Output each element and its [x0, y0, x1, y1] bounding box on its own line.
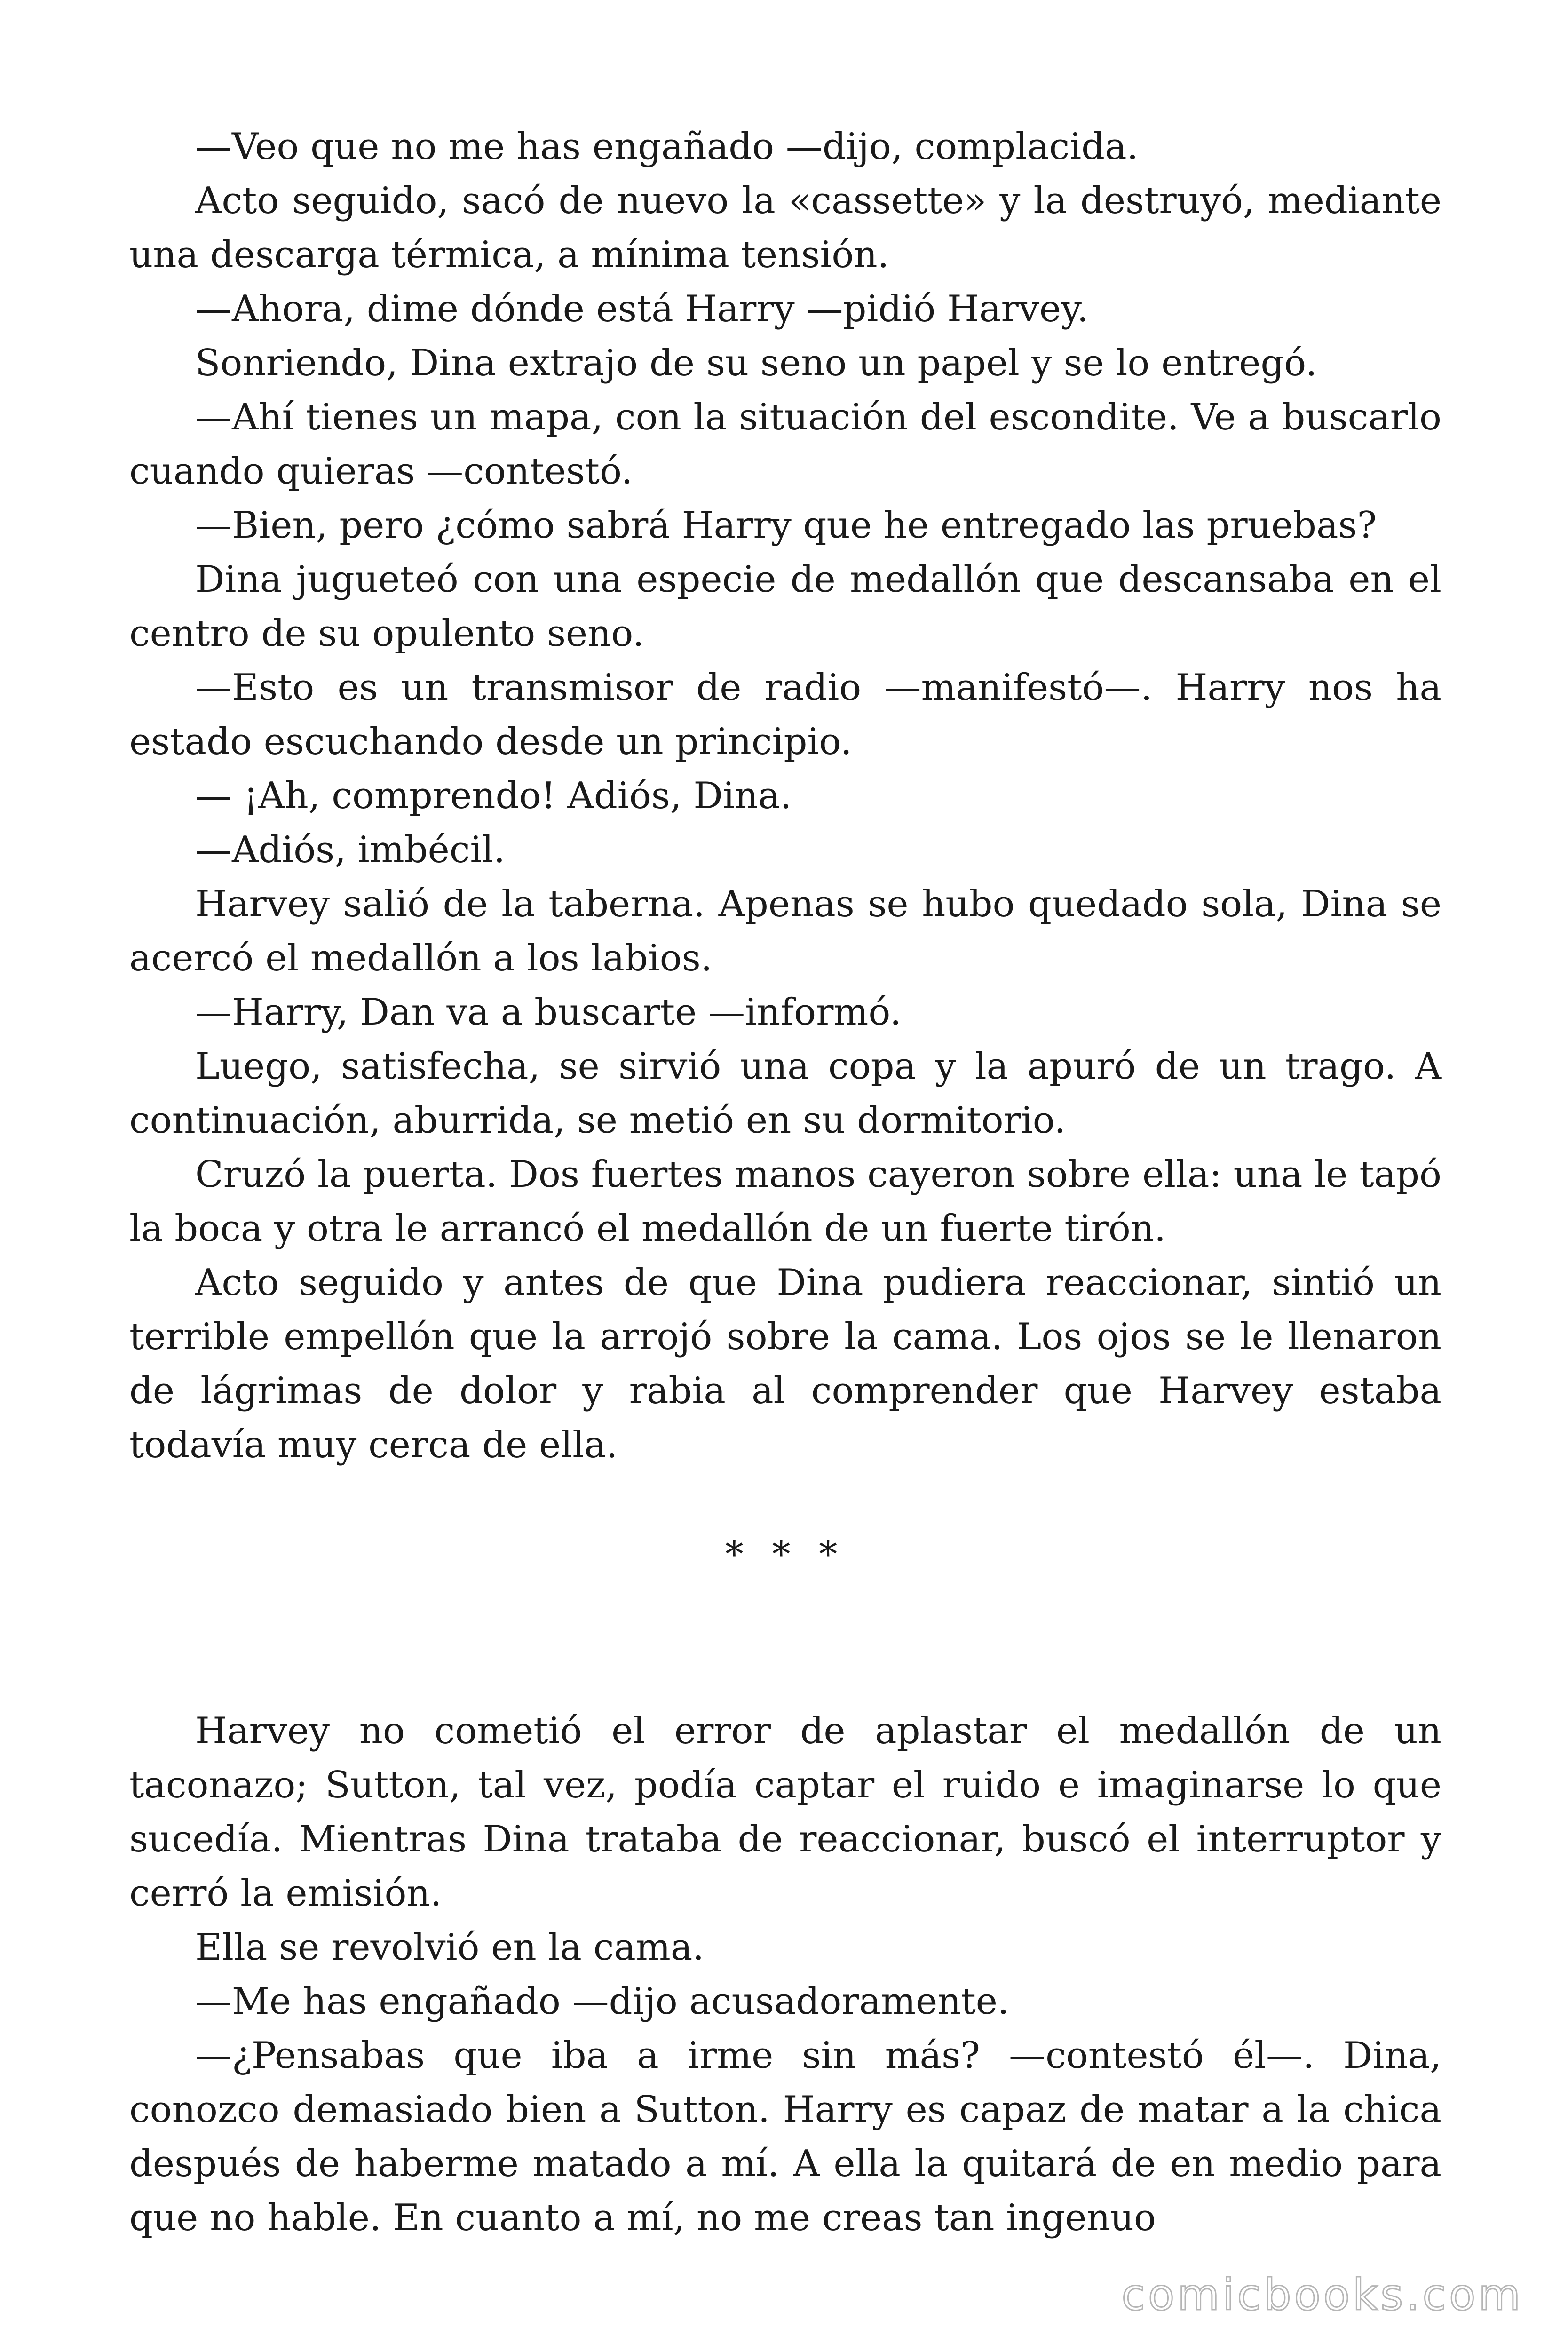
paragraph: —Bien, pero ¿cómo sabrá Harry que he entregado las pruebas?: [195, 504, 1377, 547]
paragraph: — ¡Ah, comprendo! Adiós, Dina.: [195, 775, 792, 817]
paragraph: —Veo que no me has engañado —dijo, complacida.: [195, 126, 1139, 168]
paragraph: —Adiós, imbécil.: [195, 829, 506, 871]
paragraph: Acto seguido, sacó de nuevo la «cassette» y la destruyó, mediante una descarga térmica, a mínima tensión.: [129, 180, 1441, 276]
paragraph: Dina jugueteó con una especie de medallón que descansaba en el centro de su opulento seno.: [129, 558, 1441, 655]
paragraph: —Ahora, dime dónde está Harry —pidió Harvey.: [195, 288, 1089, 330]
paragraph: Harvey salió de la taberna. Apenas se hubo quedado sola, Dina se acercó el medallón a los labios.: [129, 883, 1441, 979]
paragraph: Harvey no cometió el error de aplastar el medallón de un taconazo; Sutton, tal vez, podía captar el ruido e imaginarse lo que sucedía. Mientras Dina trataba de reaccionar, buscó el interruptor y cerró la emisión.: [129, 1710, 1441, 1915]
paragraph: —Esto es un transmisor de radio —manifestó—. Harry nos ha estado escuchando desde un principio.: [129, 667, 1441, 763]
paragraph: —Ahí tienes un mapa, con la situación del escondite. Ve a buscarlo cuando quieras —contestó.: [129, 396, 1441, 493]
paragraph: Sonriendo, Dina extrajo de su seno un papel y se lo entregó.: [195, 342, 1317, 384]
paragraph: —Harry, Dan va a buscarte —informó.: [195, 991, 902, 1033]
paragraph: —¿Pensabas que iba a irme sin más? —contestó él—. Dina, conozco demasiado bien a Sutton. Harry es capaz de matar a la chica después de haberme matado a mí. A ella la quitará de en medio para que no hable. En cuanto a mí, no me creas tan ingenuo: [129, 2034, 1441, 2239]
watermark-logo: comicbooks.com: [1121, 2270, 1523, 2320]
paragraph: —Me has engañado —dijo acusadoramente.: [195, 1980, 1009, 2023]
paragraph: Cruzó la puerta. Dos fuertes manos cayeron sobre ella: una le tapó la boca y otra le arrancó el medallón de un fuerte tirón.: [129, 1153, 1441, 1250]
paragraph: Acto seguido y antes de que Dina pudiera reaccionar, sintió un terrible empellón que la arrojó sobre la cama. Los ojos se le llenaron de lágrimas de dolor y rabia al comprender que Harvey estaba todavía muy cerca de ella.: [129, 1262, 1441, 1466]
scene-separator: * * *: [725, 1534, 846, 1576]
book-page: [129, 120, 1441, 2245]
paragraph: Luego, satisfecha, se sirvió una copa y la apuró de un trago. A continuación, aburrida, se metió en su dormitorio.: [129, 1045, 1441, 1142]
paragraph: Ella se revolvió en la cama.: [195, 1926, 705, 1969]
